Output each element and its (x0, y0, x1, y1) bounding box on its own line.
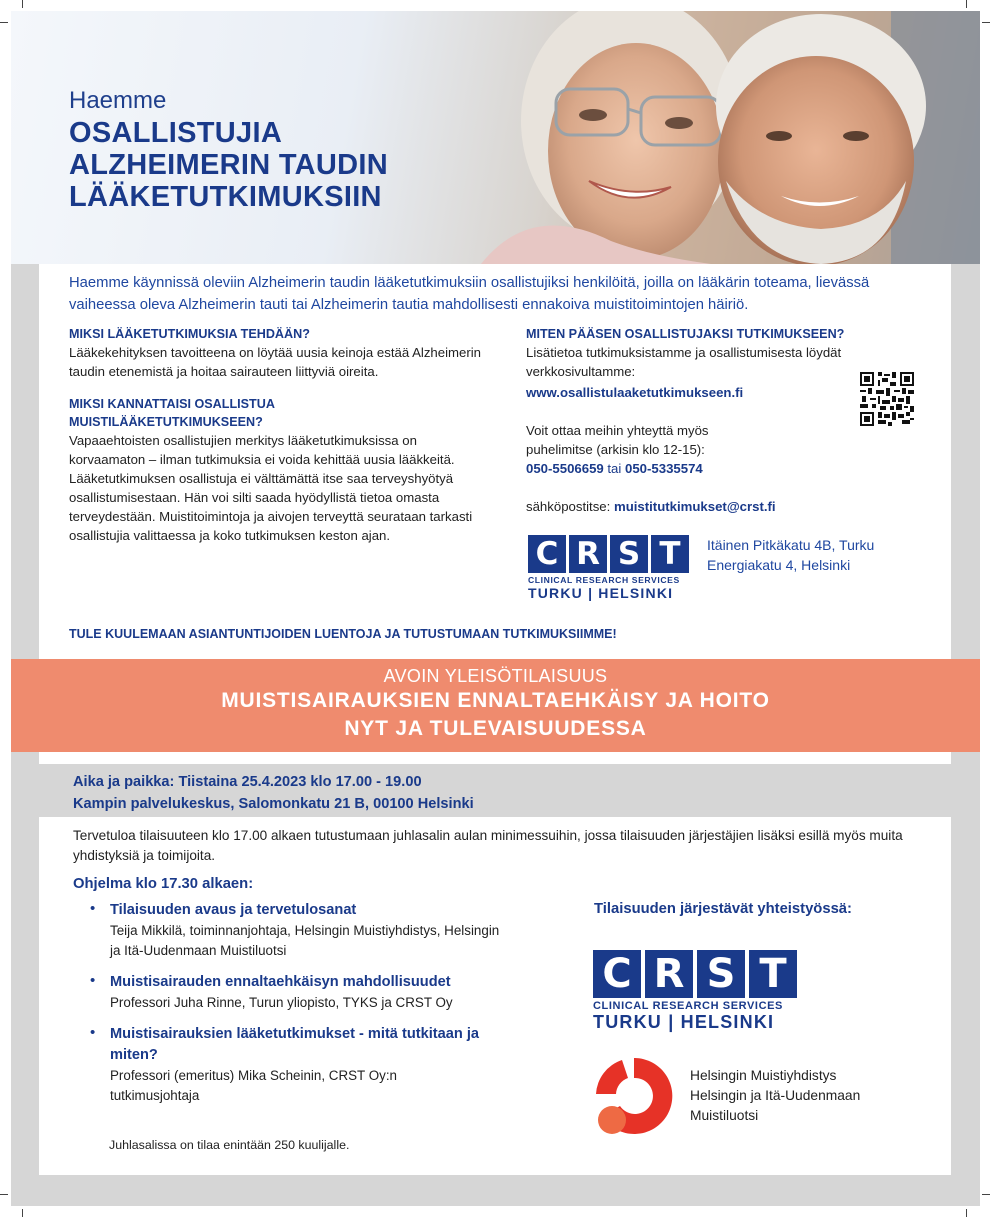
welcome-text: Tervetuloa tilaisuuteen klo 17.00 alkaen tutustumaan juhlasalin aulan minimessuihin, jossa tilaisuuden järjestäjien lisäksi esillä myös muita yhdistyksiä ja toimijoita. (73, 828, 903, 863)
email-label: sähköpostitse: (526, 499, 614, 514)
list-item (90, 900, 530, 961)
crst-letters (528, 535, 689, 573)
event-title-line: MUISTISAIRAUKSIEN ENNALTAEHKÄISY JA HOITO (221, 689, 770, 712)
event-time: Aika ja paikka: Tiistaina 25.4.2023 klo 17.00 - 19.00 (73, 774, 422, 790)
program-heading: Ohjelma klo 17.30 alkaen: (73, 876, 254, 892)
address-line: Itäinen Pitkäkatu 4B, Turku (707, 537, 875, 553)
invitation-line: TULE KUULEMAAN ASIANTUNTIJOIDEN LUENTOJA JA TUTUSTUMAAN TUTKIMUKSIIMME! (69, 627, 617, 641)
crst-cities: TURKU | HELSINKI (528, 585, 674, 601)
hero-banner (11, 11, 980, 264)
answer-text: Lisätietoa tutkimuksistamme ja osallistumisesta löydät verkkosivultamme: (526, 345, 842, 379)
phone-link[interactable]: 050-5506659 (526, 461, 604, 476)
answer-text: Voit ottaa meihin yhteyttä myös puhelimitse (arkisin klo 12-15): (526, 423, 709, 457)
crop-mark (982, 22, 990, 23)
partner-line: Helsingin Muistiyhdistys (690, 1068, 837, 1083)
program-item-speaker: Teija Mikkilä, toiminnanjohtaja, Helsingin Muistiyhdistys, Helsingin ja Itä-Uudenmaan Muistiluotsi (110, 923, 500, 958)
capacity-note: Juhlasalissa on tilaa enintään 250 kuulijalle. (109, 1138, 350, 1152)
email-link[interactable]: muistitutkimukset@crst.fi (613, 499, 776, 514)
crop-mark (0, 1194, 8, 1195)
event-time-place (73, 771, 474, 815)
address-block (707, 535, 874, 575)
crop-mark (0, 22, 8, 23)
phone-line (526, 459, 936, 478)
crst-letter: C (528, 535, 566, 573)
hero-kicker: Haemme (69, 87, 167, 114)
event-place: Kampin palvelukeskus, Salomonkatu 21 B, 00100 Helsinki (73, 796, 474, 812)
crop-mark (966, 1209, 967, 1217)
question-heading: MITEN PÄÄSEN OSALLISTUJAKSI TUTKIMUKSEEN? (526, 327, 845, 341)
program-item-title: Muistisairauksien lääketutkimukset - mitä tutkitaan ja miten? (110, 1026, 480, 1063)
event-type: AVOIN YLEISÖTILAISUUS (383, 666, 608, 686)
program-item-title: Muistisairauden ennaltaehkäisyn mahdollisuudet (110, 974, 451, 990)
answer-text: Lääkekehityksen tavoitteena on löytää uusia keinoja estää Alzheimerin taudin etenemistä ja hoitaa sairauteen liittyviä oireita. (69, 345, 482, 379)
hero-title-line: ALZHEIMERIN TAUDIN (69, 149, 389, 181)
list-item (90, 1024, 530, 1106)
crst-letter: T (749, 950, 797, 998)
partner-line: Helsingin ja Itä-Uudenmaan (690, 1088, 861, 1103)
crop-mark (22, 1209, 23, 1217)
answer-text: Lääketutkimuksen osallistuja ei välttämättä itse saa terveyshyötyä osallistumisestaan. Hän voi silti saada hyödyllistä tietoa omasta terveydestään. Muistitoimintoja ja aivojen terveyttä seurataan tarkasti osallistujia valittaessa ja koko tutkimuksen keston ajan. (69, 471, 473, 543)
phone-separator: tai (603, 461, 625, 476)
partner-line: Muistiluotsi (690, 1108, 759, 1123)
qr-code-icon[interactable] (860, 372, 914, 426)
organizers-heading: Tilaisuuden järjestävät yhteistyössä: (594, 901, 852, 917)
crst-letter: R (569, 535, 607, 573)
event-banner (11, 659, 980, 752)
crst-letter: S (697, 950, 745, 998)
address-line: Energiakatu 4, Helsinki (707, 557, 851, 573)
crst-letter: C (593, 950, 641, 998)
program-list (90, 900, 530, 1117)
hero-title-line: OSALLISTUJIA (69, 117, 283, 149)
intro-text: Haemme käynnissä oleviin Alzheimerin taudin lääketutkimuksiin osallistujiksi henkilöitä, joilla on lääkärin toteama, lievässä vaiheessa oleva Alzheimerin tauti tai Alzheimerin tautia mahdollisesti ennakoiva muistitoimintojen häiriö. (69, 275, 870, 313)
partner-name (690, 1066, 860, 1126)
crst-subtitle: CLINICAL RESEARCH SERVICES (528, 575, 680, 585)
phone-link[interactable]: 050-5335574 (625, 461, 703, 476)
program-item-speaker: Professori Juha Rinne, Turun yliopisto, TYKS ja CRST Oy (110, 995, 453, 1010)
website-link[interactable]: www.osallistulaaketutkimukseen.fi (526, 385, 744, 400)
left-column (69, 325, 494, 545)
bullet: • (90, 1024, 96, 1041)
question-heading: MIKSI LÄÄKETUTKIMUKSIA TEHDÄÄN? (69, 327, 310, 341)
bullet: • (90, 900, 96, 917)
email-line (526, 497, 936, 516)
event-title-line: NYT JA TULEVAISUUDESSA (344, 717, 647, 740)
crop-mark (982, 1194, 990, 1195)
crop-mark (966, 0, 967, 8)
crst-logo (593, 950, 797, 1033)
crst-logo (528, 535, 689, 601)
crst-letter: R (645, 950, 693, 998)
muistiyhdistys-logo (592, 1054, 676, 1138)
list-item (90, 972, 530, 1013)
hero-heading (69, 87, 388, 213)
answer-text: Vapaaehtoisten osallistujien merkitys lääketutkimuksissa on korvaamaton – ilman tutkimuksia ei voida kehittää uusia lääkkeitä. (69, 433, 455, 467)
hero-title-line: LÄÄKETUTKIMUKSIIN (69, 181, 382, 213)
crst-subtitle: CLINICAL RESEARCH SERVICES (593, 1000, 783, 1012)
program-item-title: Tilaisuuden avaus ja tervetulosanat (110, 902, 357, 918)
crop-mark (22, 0, 23, 8)
crst-letter: T (651, 535, 689, 573)
crst-letter: S (610, 535, 648, 573)
crst-cities: TURKU | HELSINKI (593, 1012, 775, 1032)
question-heading: MIKSI KANNATTAISI OSALLISTUA MUISTILÄÄKETUTKIMUKSEEN? (69, 397, 275, 429)
bullet: • (90, 972, 96, 989)
crst-letters (593, 950, 797, 998)
program-item-speaker: Professori (emeritus) Mika Scheinin, CRST Oy:n tutkimusjohtaja (110, 1068, 397, 1103)
